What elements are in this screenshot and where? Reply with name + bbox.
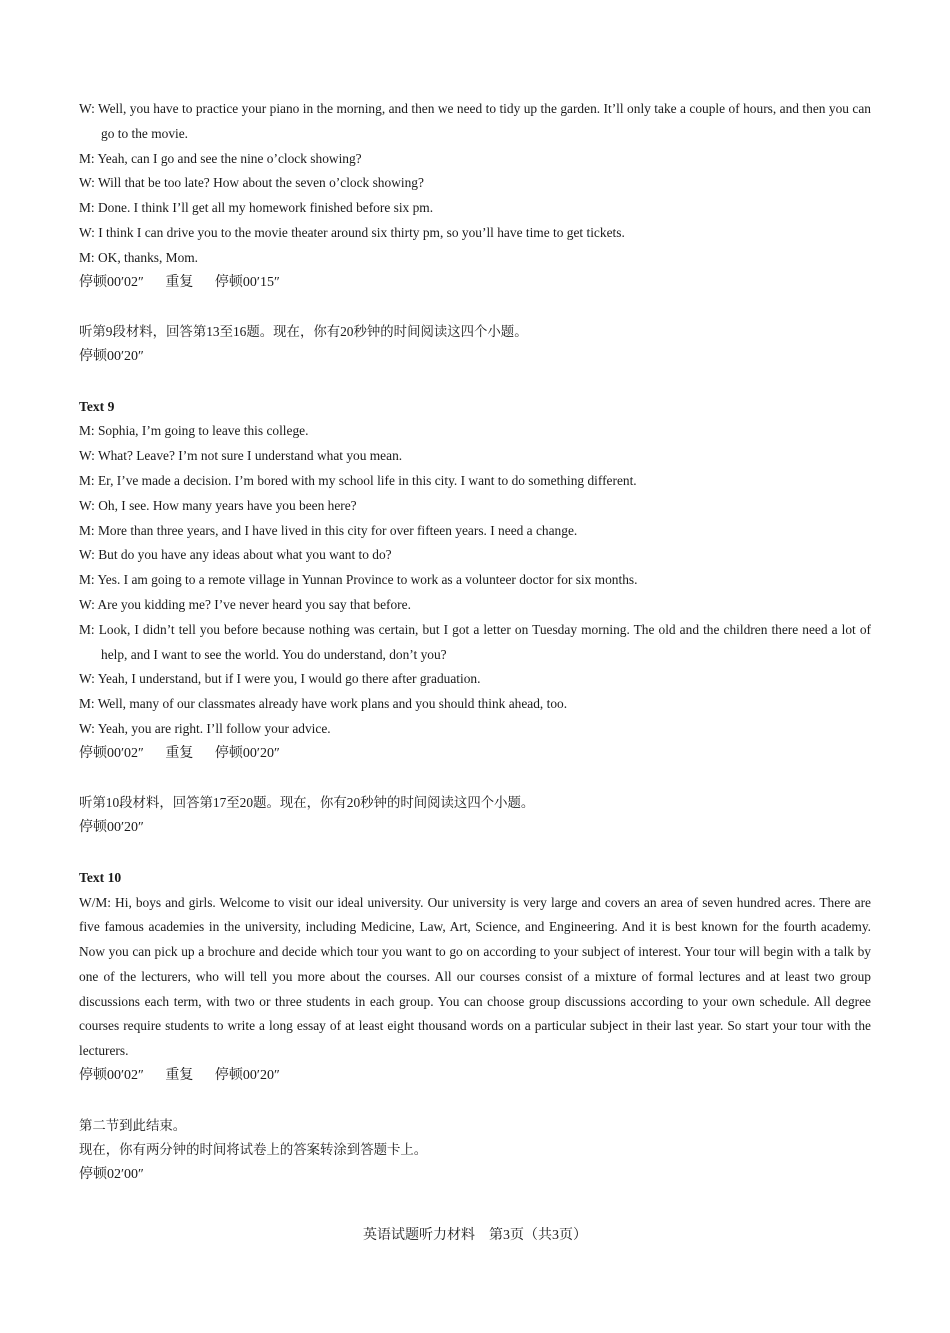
dialogue-line: W: But do you have any ideas about what you want to do? [79, 547, 392, 563]
section-instruction: 听第9段材料，回答第13至16题。现在，你有20秒钟的时间阅读这四个小题。 [79, 324, 528, 340]
closing-line: 第二节到此结束。 [79, 1117, 187, 1133]
dialogue-line: W: Will that be too late? How about the seven o’clock showing? [79, 175, 424, 191]
monologue-paragraph: W/M: Hi, boys and girls. Welcome to visit our ideal university. Our university is very large and covers an area of seven hundred acres. There are five famous academies in the university, including Medicine, Law, Art, Science, and Engineering. And it is best known for the fourth academy. Now you can pick up a brochure and decide which tour you want to go on according to your subject of interest. Your tour will begin with a talk by one of the lecturers, who will tell you more about the courses. All our courses consist of a mixture of formal lectures and at least two group discussions each term, with two or three students in each group. You can choose group discussions according to your own schedule. All degree courses require students to write a long essay of at least eight thousand words on a particular subject in their last year. So start your tour with the lecturers. [79, 894, 871, 1059]
pause-repeat-line [79, 742, 871, 767]
repeat-label: 重复 [165, 274, 194, 290]
pause-repeat-line [79, 1064, 871, 1089]
dialogue-line: M: Er, I’ve made a decision. I’m bored with my school life in this city. I want to do something different. [79, 472, 637, 488]
dialogue-line: W: What? Leave? I’m not sure I understand what you mean. [79, 448, 403, 464]
pause-repeat-line [79, 271, 871, 296]
pause-label: 停顿02′00″ [79, 1167, 144, 1183]
dialogue-line: W: Well, you have to practice your piano in the morning, and then we need to tidy up the garden. It’ll only take a couple of hours, and then you can go to the movie. [79, 101, 871, 141]
dialogue-line: M: Yeah, can I go and see the nine o’clock showing? [79, 150, 362, 166]
closing-line: 现在，你有两分钟的时间将试卷上的答案转涂到答题卡上。 [79, 1142, 428, 1158]
pause-label: 停顿00′02″ [79, 1068, 144, 1084]
pause-label: 停顿00′20″ [79, 820, 144, 836]
repeat-label: 重复 [165, 1068, 194, 1084]
dialogue-line: M: Yes. I am going to a remote village in Yunnan Province to work as a volunteer doctor for six months. [79, 572, 638, 588]
pause-label: 停顿00′20″ [214, 1068, 280, 1084]
pause-label: 停顿00′15″ [214, 274, 280, 290]
dialogue-line: M: Well, many of our classmates already have work plans and you should think ahead, too. [79, 696, 568, 712]
dialogue-line: M: Done. I think I’ll get all my homework finished before six pm. [79, 200, 434, 216]
dialogue-line: W: I think I can drive you to the movie theater around six thirty pm, so you’ll have time to get tickets. [79, 224, 625, 240]
pause-label: 停顿00′02″ [79, 745, 144, 761]
dialogue-line: M: OK, thanks, Mom. [79, 249, 199, 265]
dialogue-line: W: Are you kidding me? I’ve never heard you say that before. [79, 596, 411, 612]
dialogue-line: M: More than three years, and I have lived in this city for over fifteen years. I need a change. [79, 522, 578, 538]
dialogue-line: W: Yeah, I understand, but if I were you, I would go there after graduation. [79, 671, 481, 687]
pause-label: 停顿00′20″ [214, 745, 280, 761]
repeat-label: 重复 [165, 745, 194, 761]
page-footer: 英语试题听力材料 第3页（共3页） [363, 1228, 587, 1243]
dialogue-line: M: Sophia, I’m going to leave this college. [79, 423, 309, 439]
pause-label: 停顿00′02″ [79, 274, 144, 290]
pause-label: 停顿00′20″ [79, 348, 144, 364]
text-heading: Text 9 [79, 398, 115, 414]
dialogue-line: W: Oh, I see. How many years have you been here? [79, 497, 357, 513]
dialogue-line: W: Yeah, you are right. I’ll follow your advice. [79, 720, 331, 736]
transcript-page [79, 97, 871, 1188]
text-heading: Text 10 [79, 869, 122, 885]
section-instruction: 听第10段材料，回答第17至20题。现在，你有20秒钟的时间阅读这四个小题。 [79, 795, 535, 811]
dialogue-line: M: Look, I didn’t tell you before because nothing was certain, but I got a letter on Tuesday morning. The old and the children there need a lot of help, and I want to see the world. You do understand, don’t you? [79, 621, 871, 662]
